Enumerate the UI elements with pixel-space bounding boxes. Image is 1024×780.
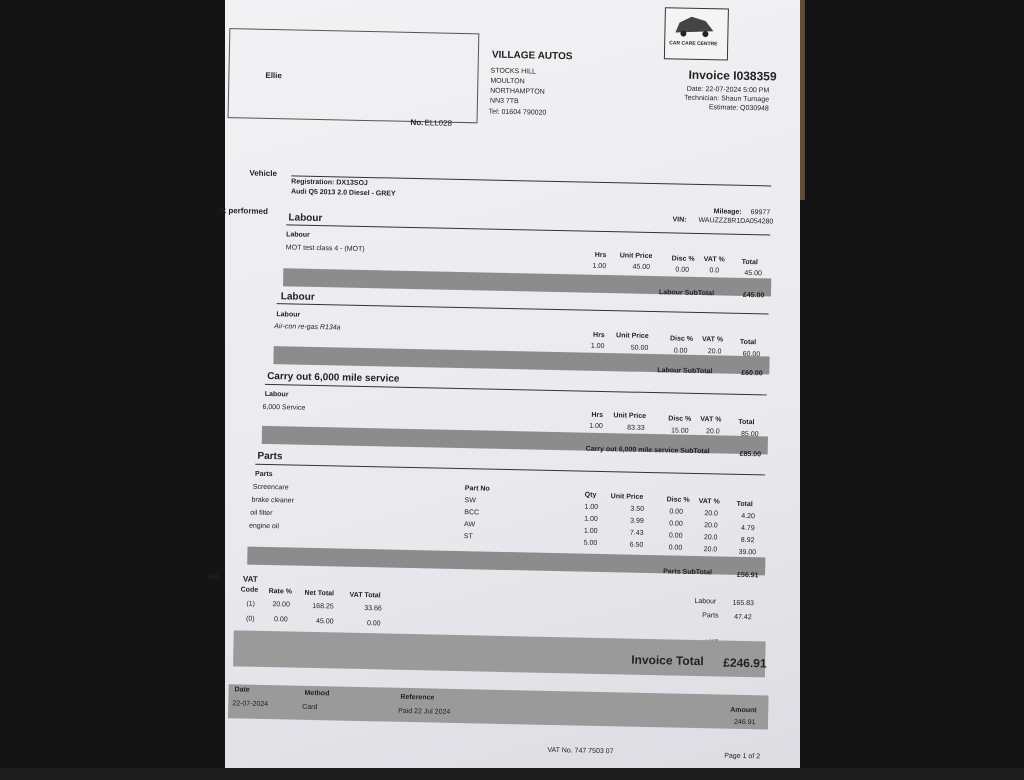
part-4-unit: 6.50	[629, 541, 644, 549]
part-4-name: engine oil	[248, 522, 280, 531]
part-3-vat: 20.0	[703, 534, 718, 542]
invoice-estimate: Estimate: Q030948	[708, 104, 769, 113]
col-disc-4: Disc %	[666, 496, 690, 504]
col-disc: Disc %	[671, 255, 695, 263]
invoice-technician: Technician: Shaun Turnage	[684, 94, 770, 104]
part-2-total: 4.79	[740, 524, 755, 533]
col-unit-price-4: Unit Price	[610, 493, 644, 501]
customer-no-label: No.	[410, 117, 424, 128]
part-4-vat: 20.0	[703, 546, 718, 554]
part-1-disc: 0.00	[669, 508, 684, 516]
logo-text: CAR CARE CENTRE	[669, 40, 718, 48]
vehicle-label: Vehicle	[249, 168, 278, 179]
company-address-2: MOULTON	[490, 77, 525, 86]
section-3-title: Carry out 6,000 mile service	[267, 370, 400, 385]
mileage-value: 69977	[750, 209, 771, 217]
summary-parts: 47.42	[734, 613, 752, 622]
customer-no: ELL028	[424, 118, 453, 128]
section-2-hrs: 1.00	[590, 342, 605, 351]
invoice-total-label: Invoice Total	[631, 652, 704, 669]
vat-row-1-vat: 33.66	[364, 605, 382, 613]
section-3-subtotal: £85.00	[739, 450, 762, 459]
part-3-unit: 7.43	[629, 529, 644, 537]
section-1-title: Labour	[288, 212, 323, 225]
section-3-desc: 6,000 Service	[262, 403, 306, 412]
section-1-vat: 0.0	[709, 267, 720, 275]
section-1-subtotal: £45.00	[742, 291, 765, 300]
col-vat-3: VAT %	[700, 416, 722, 424]
payment-date: 22-07-2024	[232, 700, 269, 709]
parts-rule	[255, 464, 765, 479]
payment-date-label: Date	[234, 686, 250, 694]
vat-heading: VAT	[242, 574, 258, 584]
section-2-subtotal: £60.00	[741, 369, 763, 378]
company-address-1: STOCKS HILL	[490, 67, 537, 76]
section-3-hrs: 1.00	[589, 422, 603, 431]
vat-row-1-code: (1)	[246, 600, 255, 608]
col-vat-4: VAT %	[698, 498, 720, 506]
col-unit-price: Unit Price	[619, 252, 653, 261]
part-1-name: Screencare	[252, 483, 289, 492]
section-2-title: Labour	[280, 291, 315, 303]
part-1-total: 4.20	[741, 512, 755, 521]
col-vat-2: VAT %	[701, 336, 724, 344]
vat-net-heading: Net Total	[304, 589, 335, 598]
parts-subtotal: £56.91	[736, 571, 759, 580]
col-unit-price-2: Unit Price	[615, 332, 649, 340]
col-part-no: Part No	[464, 485, 490, 493]
col-total-2: Total	[739, 338, 757, 347]
invoice-content	[209, 0, 800, 780]
part-1-vat: 20.0	[704, 510, 719, 518]
invoice-paper	[208, 0, 800, 768]
part-3-no: AW	[463, 521, 476, 529]
col-hrs: Hrs	[594, 251, 607, 260]
part-1-qty: 1.00	[584, 503, 599, 511]
payment-reference-label: Reference	[400, 693, 435, 702]
col-total-3: Total	[738, 418, 755, 427]
work-performed-label: rk performed	[218, 205, 269, 216]
part-3-total: 8.92	[740, 536, 755, 545]
section-2-disc: 0.00	[673, 347, 688, 355]
payment-amount-label: Amount	[730, 706, 757, 715]
vat-row-2-rate: 0.00	[273, 616, 288, 624]
vat-row-2-vat: 0.00	[366, 620, 381, 628]
vat-row-2-code: (0)	[245, 615, 255, 623]
col-disc-3: Disc %	[668, 415, 692, 423]
vin-label: VIN:	[672, 216, 687, 224]
section-2-subtotal-label: Labour SubTotal	[657, 367, 713, 376]
section-1-subtotal-label: Labour SubTotal	[658, 289, 715, 298]
col-hrs-3: Hrs	[591, 411, 604, 420]
section-1-total: 45.00	[744, 269, 762, 278]
section-2-vat: 20.0	[707, 348, 722, 356]
vehicle-model: Audi Q5 2013 2.0 Diesel - GREY	[290, 188, 396, 198]
payment-amount: 246.91	[733, 718, 756, 727]
part-3-name: oil filter	[250, 509, 273, 518]
col-disc-2: Disc %	[669, 335, 694, 343]
section-3-vat: 20.0	[705, 428, 720, 436]
part-2-qty: 1.00	[584, 515, 598, 523]
page-number: Page 1 of 2	[724, 752, 761, 761]
part-4-disc: 0.00	[668, 544, 683, 552]
car-care-logo	[664, 7, 729, 60]
summary-labour-label: Labour	[694, 597, 717, 606]
section-1-unit: 45.00	[632, 263, 651, 271]
col-total-4: Total	[736, 500, 753, 509]
background-right	[800, 0, 1024, 768]
section-2-sub: Labour	[276, 311, 301, 319]
col-hrs-2: Hrs	[592, 331, 605, 340]
car-icon	[665, 8, 726, 39]
part-3-disc: 0.00	[668, 532, 683, 540]
section-1-disc: 0.00	[675, 266, 690, 274]
parts-subtotal-label: Parts SubTotal	[663, 568, 713, 577]
vat-total-heading: VAT Total	[349, 591, 381, 600]
vat-code-heading: Code	[240, 586, 259, 594]
part-1-no: SW	[464, 497, 476, 505]
vin-value: WAUZZZ8R1DA054280	[698, 216, 774, 226]
part-2-no: BCC	[464, 509, 480, 517]
parts-sub: Parts	[255, 470, 273, 479]
payment-reference: Paid 22 Jul 2024	[398, 707, 451, 716]
section-3-subtotal-label: Carry out 6,000 mile service SubTotal	[585, 445, 710, 456]
vat-row-2-net: 45.00	[315, 618, 334, 626]
section-1-rule	[286, 224, 770, 235]
section-3-rule	[264, 384, 767, 399]
payment-method-label: Method	[304, 689, 330, 698]
parts-title: Parts	[257, 450, 283, 463]
customer-name: Ellie	[265, 70, 282, 81]
invoice-date: Date: 22-07-2024 5:00 PM	[686, 85, 770, 95]
section-1-sub: Labour	[286, 231, 310, 239]
col-qty: Qty	[584, 491, 597, 499]
part-4-no: ST	[463, 533, 473, 541]
vat-rate-heading: Rate %	[268, 588, 293, 596]
part-1-unit: 3.50	[630, 505, 645, 513]
section-3-sub: Labour	[264, 390, 289, 399]
vat-row-1-net: 168.25	[312, 602, 334, 611]
section-2-total: 60.00	[742, 350, 761, 359]
part-2-name: brake cleaner	[251, 496, 295, 505]
section-1-desc: MOT test class 4 - (MOT)	[285, 244, 365, 253]
vat-row-1-rate: 20.00	[272, 601, 290, 609]
col-total: Total	[741, 258, 758, 267]
section-3-unit: 83.33	[627, 424, 645, 432]
company-address-3: NORTHAMPTON	[490, 87, 545, 96]
company-tel: Tel: 01604 790020	[488, 108, 547, 117]
section-1-hrs: 1.00	[592, 262, 607, 271]
col-vat: VAT %	[703, 256, 725, 264]
part-3-qty: 1.00	[583, 527, 598, 535]
summary-parts-label: Parts	[702, 612, 719, 620]
payment-method: Card	[302, 703, 318, 712]
part-2-disc: 0.00	[669, 520, 683, 528]
total-label: tal	[208, 571, 219, 581]
part-4-total: 39.00	[738, 548, 757, 557]
section-3-total: 85.00	[740, 430, 759, 439]
vehicle-registration: Registration: DX13SOJ	[291, 178, 368, 188]
part-2-vat: 20.0	[704, 522, 718, 530]
background-left	[0, 0, 225, 768]
part-2-unit: 3.99	[630, 517, 644, 525]
company-address-4: NN3 7TB	[489, 97, 519, 106]
vat-number: VAT No. 747 7503 07	[547, 746, 614, 756]
section-2-rule	[277, 303, 769, 314]
invoice-total: £246.91	[723, 655, 767, 671]
mileage-label: Mileage:	[713, 208, 742, 216]
col-unit-price-3: Unit Price	[613, 412, 647, 420]
invoice-title: Invoice I038359	[688, 67, 777, 84]
company-name: VILLAGE AUTOS	[491, 49, 573, 63]
summary-labour: 165.83	[732, 599, 754, 608]
section-2-desc: Air-con re-gas R134a	[274, 323, 341, 332]
section-2-unit: 50.00	[630, 344, 649, 352]
part-4-qty: 5.00	[583, 539, 598, 547]
section-3-disc: 15.00	[670, 427, 689, 435]
